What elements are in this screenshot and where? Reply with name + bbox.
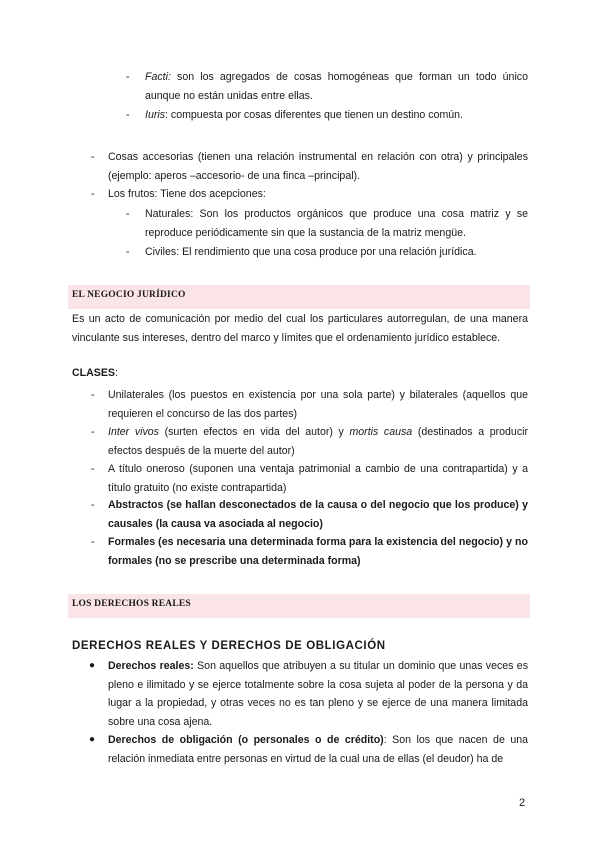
derechos-reales-term: Derechos reales: [108, 660, 194, 672]
iuris-term: Iuris [145, 109, 166, 121]
list-dash: - [91, 463, 95, 475]
list-dash: - [91, 426, 95, 438]
accesorias-item: Cosas accesorias (tienen una relación instrumental en relación con otra) y principales (ejemplo: aperos –accesorio- de una finca –principal). [108, 151, 528, 182]
list-dash: - [91, 536, 95, 548]
iuris-text: : compuesta por cosas diferentes que tienen un destino común. [165, 109, 464, 121]
derechos-obligacion-text: : Son los que nacen de una relación inmediata entre personas en virtud de la cual una de ellas (el deudor) ha de [108, 734, 528, 765]
mortis-causa-text: (destinados a producir efectos después de la muerte del autor) [108, 426, 529, 457]
clase-formales: Formales (es necesaria una determinada forma para la existencia del negocio) y no formales (no se prescribe una determinada forma) [108, 536, 528, 567]
facti-text: son los agregados de cosas homogéneas que forman un todo único aunque no están unidas entre ellas. [145, 71, 528, 102]
clases-label [72, 364, 272, 383]
inter-vivos-term: Inter vivos [108, 426, 159, 438]
list-dash: - [91, 389, 95, 401]
negocio-definition: Es un acto de comunicación por medio del cual los particulares autorregulan, de una manera vinculante sus intereses, dentro del marco y límites que el ordenamiento jurídico establece. [72, 313, 528, 344]
clase-unilaterales: Unilaterales (los puestos en existencia por una sola parte) y bilaterales (aquellos que requieren el concurso de las dos partes) [108, 389, 528, 420]
list-bullet: ● [89, 734, 96, 745]
iuris-item [145, 106, 528, 125]
clase-oneroso: A título oneroso (suponen una ventaja patrimonial a cambio de una contrapartida) y a título gratuito (no existe contrapartida) [108, 463, 528, 494]
facti-term: Facti: [145, 71, 171, 83]
derechos-reales-text: Son aquellos que atribuyen a su titular un dominio que unas veces es pleno e ilimitado y se ejerce totalmente sobre la cosa sujeta al poder de la persona y da lugar a la propiedad, y otras veces no es tan pleno y se ejerce de una manera limitada sobre una cosa ajena. [108, 660, 528, 728]
clases-title: CLASES [72, 367, 115, 379]
section-heading-derechos [68, 594, 530, 618]
naturales-item: Naturales: Son los productos orgánicos que produce una cosa matriz y se reproduce periódicamente sin que la sustancia de la matriz mengüe. [145, 208, 528, 239]
list-dash: - [91, 151, 95, 163]
list-dash: - [91, 499, 95, 511]
list-dash: - [126, 71, 130, 83]
list-dash: - [126, 208, 130, 220]
civiles-item: Civiles: El rendimiento que una cosa produce por una relación jurídica. [145, 246, 477, 258]
list-bullet: ● [89, 660, 96, 671]
list-dash: - [126, 246, 130, 258]
mortis-causa-term: mortis causa [349, 426, 413, 438]
derechos-obligacion-term: Derechos de obligación (o personales o de crédito) [108, 734, 384, 746]
clase-abstractos: Abstractos (se hallan desconectados de la causa o del negocio que los produce) y causales (la causa va asociada al negocio) [108, 499, 528, 530]
inter-vivos-text: (surten efectos en vida del autor) y [158, 426, 350, 438]
frutos-item: Los frutos: Tiene dos acepciones: [108, 188, 266, 200]
page-number: 2 [519, 797, 526, 809]
list-dash: - [91, 188, 95, 200]
clase-inter-vivos [108, 423, 528, 460]
section-title: EL NEGOCIO JURÍDICO [72, 290, 186, 300]
clases-colon: : [114, 367, 118, 379]
subheading-derechos: DERECHOS REALES Y DERECHOS DE OBLIGACIÓN [72, 640, 386, 652]
derechos-reales-item [108, 657, 528, 731]
section-heading-negocio [68, 285, 530, 309]
section-title: LOS DERECHOS REALES [72, 599, 191, 609]
derechos-obligacion-item [108, 731, 528, 768]
facti-item [145, 68, 528, 105]
list-dash: - [126, 109, 130, 121]
